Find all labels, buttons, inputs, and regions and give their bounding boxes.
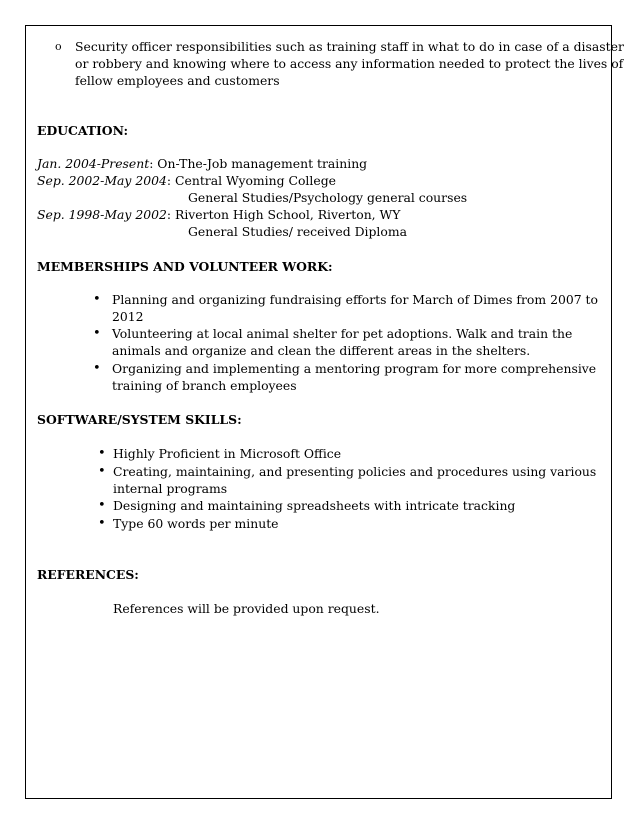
- memberships-heading: MEMBERSHIPS AND VOLUNTEER WORK:: [37, 259, 333, 274]
- education-detail: General Studies/ received Diploma: [188, 224, 407, 239]
- membership-item-line: training of branch employees: [112, 378, 297, 393]
- bullet-icon: •: [98, 516, 106, 531]
- membership-item-line: 2012: [112, 309, 144, 324]
- membership-item-line: Volunteering at local animal shelter for pet adoptions. Walk and train the: [112, 326, 573, 341]
- intro-line-1: Security officer responsibilities such as training staff in what to do in case of a disaster: [75, 39, 624, 54]
- education-description: : On-The-Job management training: [149, 156, 368, 171]
- skill-item-line: Designing and maintaining spreadsheets with intricate tracking: [113, 498, 516, 513]
- education-heading: EDUCATION:: [37, 123, 129, 138]
- bullet-icon: •: [93, 292, 101, 307]
- education-entry: [37, 172, 336, 189]
- bullet-icon: •: [93, 326, 101, 341]
- membership-item-line: animals and organize and clean the different areas in the shelters.: [112, 343, 531, 358]
- intro-line-2: or robbery and knowing where to access any information needed to protect the lives of: [75, 56, 624, 71]
- education-dates: Sep. 2002-May 2004: [37, 173, 167, 188]
- education-description: : Riverton High School, Riverton, WY: [166, 207, 401, 222]
- skill-item-line: Creating, maintaining, and presenting policies and procedures using various: [113, 464, 597, 479]
- bullet-icon: •: [98, 446, 106, 461]
- skill-item-line: Highly Proficient in Microsoft Office: [113, 446, 342, 461]
- education-entry: [37, 206, 400, 223]
- bullet-icon: •: [98, 464, 106, 479]
- education-entry: [37, 155, 367, 172]
- education-description: : Central Wyoming College: [166, 173, 336, 188]
- membership-item-line: Planning and organizing fundraising efforts for March of Dimes from 2007 to: [112, 292, 598, 307]
- software-heading: SOFTWARE/SYSTEM SKILLS:: [37, 412, 242, 427]
- skill-item-line: internal programs: [113, 481, 228, 496]
- education-dates: Jan. 2004-Present: [37, 156, 150, 171]
- bullet-icon: •: [98, 498, 106, 513]
- membership-item-line: Organizing and implementing a mentoring program for more comprehensive: [112, 361, 597, 376]
- education-detail: General Studies/Psychology general courses: [188, 190, 468, 205]
- hollow-bullet-marker: o: [55, 40, 62, 53]
- skill-item-line: Type 60 words per minute: [113, 516, 279, 531]
- intro-line-3: fellow employees and customers: [75, 73, 280, 88]
- references-text: References will be provided upon request.: [113, 601, 380, 616]
- bullet-icon: •: [93, 361, 101, 376]
- education-dates: Sep. 1998-May 2002: [37, 207, 167, 222]
- references-heading: REFERENCES:: [37, 567, 139, 582]
